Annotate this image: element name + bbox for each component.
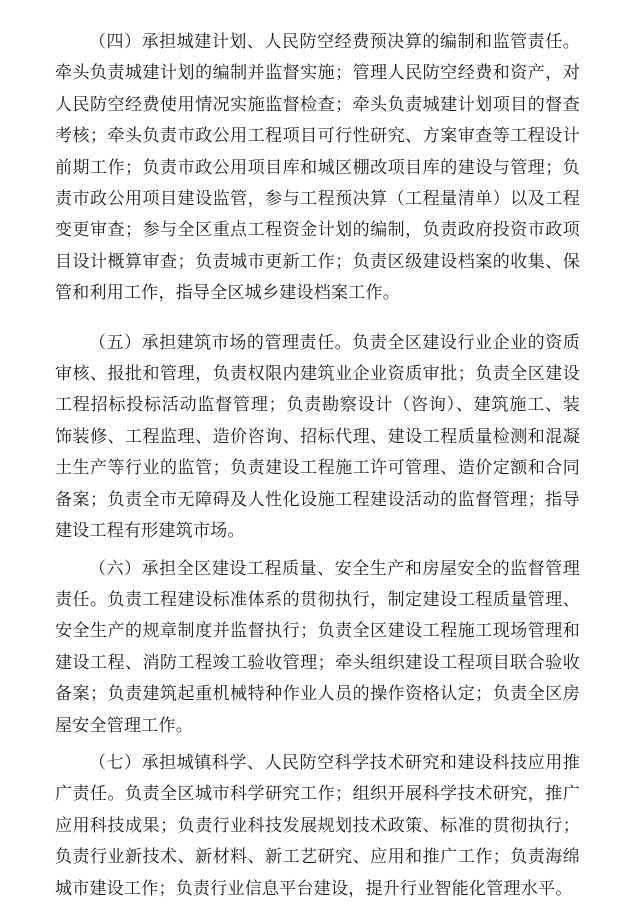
paragraph-6: （六）承担全区建设工程质量、安全生产和房屋安全的监督管理责任。负责工程建设标准体系的贯彻执行，制定建设工程质量管理、安全生产的规章制度并监督执行；负责全区建设工程施工现场管理和建设工程、消防工程竣工验收管理；牵头组织建设工程项目联合验收备案；负责建筑起重机械特种作业人员的操作资格认定；负责全区房屋安全管理工作。 bbox=[55, 558, 580, 736]
paragraph-4: （四）承担城建计划、人民防空经费预决算的编制和监管责任。牵头负责城建计划的编制并监督实施；管理人民防空经费和资产，对人民防空经费使用情况实施监督检查；牵头负责城建计划项目的督查考核；牵头负责市政公用工程项目可行性研究、方案审查等工程设计前期工作；负责市政公用项目库和城区棚改项目库的建设与管理；负责市政公用项目建设监管，参与工程预决算（工程量清单）以及工程变更审查；参与全区重点工程资金计划的编制，负责政府投资市政项目设计概算审查；负责城市更新工作；负责区级建设档案的收集、保管和利用工作，指导全区城乡建设档案工作。 bbox=[55, 32, 580, 304]
paragraph-5: （五）承担建筑市场的管理责任。负责全区建设行业企业的资质审核、报批和管理，负责权限内建筑业企业资质审批；负责全区建设工程招标投标活动监督管理；负责勘察设计（咨询）、建筑施工、装饰装修、工程监理、造价咨询、招标代理、建设工程质量检测和混凝土生产等行业的监管；负责建设工程施工许可管理、造价定额和合同备案；负责全市无障碍及人性化设施工程建设活动的监督管理；指导建设工程有形建筑市场。 bbox=[55, 332, 580, 542]
paragraph-7: （七）承担城镇科学、人民防空科学技术研究和建设科技应用推广责任。负责全区城市科学研究工作；组织开展科学技术研究，推广应用科技成果；负责行业科技发展规划技术政策、标准的贯彻执行；负责行业新技术、新材料、新工艺研究、应用和推广工作；负责海绵城市建设工作；负责行业信息平台建设，提升行业智能化管理水平。 bbox=[55, 752, 580, 899]
